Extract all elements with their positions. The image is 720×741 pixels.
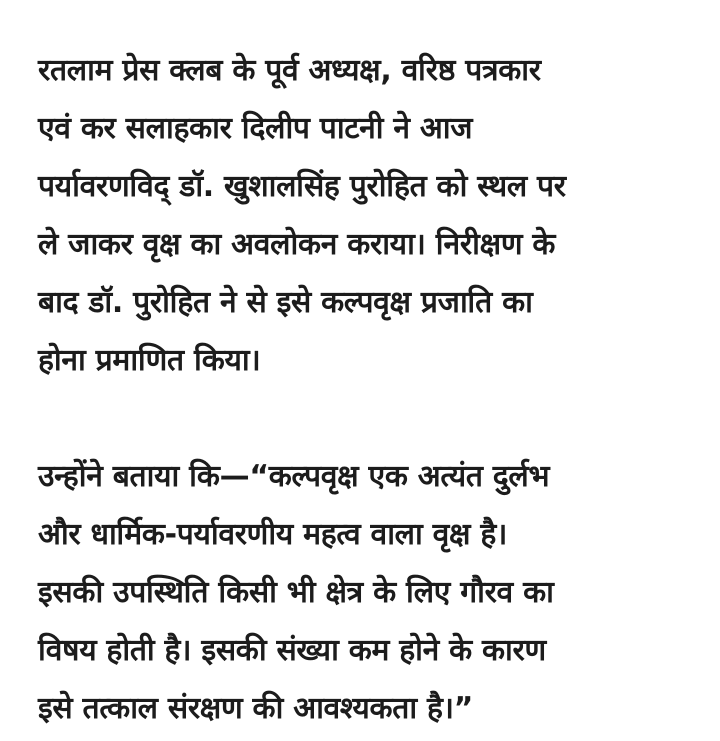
text-line: होना प्रमाणित किया। (38, 343, 261, 378)
text-line: इसकी उपस्थिति किसी भी क्षेत्र के लिए गौरव का (38, 575, 554, 610)
article-text (38, 42, 708, 738)
text-line: इसे तत्काल संरक्षण की आवश्यकता है।” (38, 691, 474, 726)
text-line: रतलाम प्रेस क्लब के पूर्व अध्यक्ष, वरिष्ठ पत्रकार (38, 53, 541, 88)
paragraph-gap (38, 390, 708, 448)
text-line: ले जाकर वृक्ष का अवलोकन कराया। निरीक्षण के (38, 227, 556, 262)
paragraph-1 (38, 42, 708, 390)
text-line: उन्होंने बताया कि—“कल्पवृक्ष एक अत्यंत दुर्लभ (38, 459, 550, 494)
text-line: पर्यावरणविद् डॉ. खुशालसिंह पुरोहित को स्थल पर (38, 169, 566, 204)
text-line: बाद डॉ. पुरोहित ने से इसे कल्पवृक्ष प्रजाति का (38, 285, 533, 320)
text-line: एवं कर सलाहकार दिलीप पाटनी ने आज (38, 111, 473, 146)
paragraph-2 (38, 448, 708, 738)
text-line: और धार्मिक-पर्यावरणीय महत्व वाला वृक्ष है। (38, 517, 508, 552)
text-line: विषय होती है। इसकी संख्या कम होने के कारण (38, 633, 546, 668)
